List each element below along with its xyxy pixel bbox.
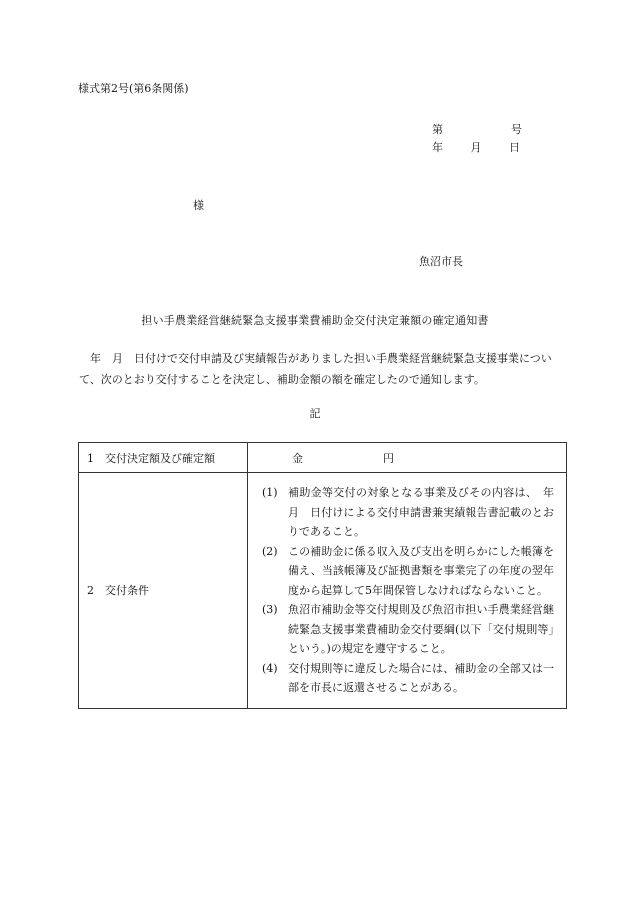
document-date: [432, 138, 520, 158]
body-paragraph: [79, 348, 559, 390]
sender-name: 魚沼市長: [419, 255, 463, 268]
condition-item: [262, 542, 554, 601]
conditions-cell: [248, 473, 567, 709]
condition-item: [262, 600, 554, 659]
condition-text: 補助金等交付の対象となる事業及びその内容は、 年 月 日付けによる交付申請書兼実績報告書記載のとおりであること。: [288, 486, 565, 538]
condition-number: (2): [262, 544, 278, 558]
amount-value: [248, 443, 567, 473]
amount-label: 1 交付決定額及び確定額: [79, 443, 248, 473]
date-month: 月: [470, 141, 482, 154]
condition-item: [262, 483, 565, 542]
amount-prefix: 金: [292, 451, 303, 465]
condition-text: 魚沼市補助金等交付規則及び魚沼市担い手農業経営継続緊急支援事業費補助金交付要綱(以下「交付規則等」という。)の規定を遵守すること。: [288, 603, 554, 655]
conditions-label: 2 交付条件: [79, 473, 248, 709]
form-number: 様式第2号(第6条関係): [78, 82, 189, 95]
number-prefix: 第: [432, 123, 443, 136]
condition-item: [262, 659, 554, 698]
condition-number: (1): [262, 486, 278, 499]
body-paragraph-text: 年 月 日付けで交付申請及び実績報告がありました担い手農業経営継続緊急支援事業について、次のとおり交付することを決定し、補助金額の額を確定したので通知します。: [79, 352, 552, 386]
amount-unit: 円: [383, 451, 394, 465]
number-suffix: 号: [511, 123, 522, 136]
addressee-honorific: 様: [193, 199, 204, 212]
condition-number: (3): [262, 603, 278, 616]
condition-text: 交付規則等に違反した場合には、補助金の全部又は一部を市長に返還させることがある。: [288, 661, 554, 694]
ki-heading: 記: [309, 407, 321, 420]
condition-text: この補助金に係る収入及び支出を明らかにした帳簿を備え、当該帳簿及び証拠書類を事業完了の年度の翌年度から起算して5年間保管しなければならないこと。: [288, 544, 554, 597]
table-row: [79, 473, 567, 709]
document-number: [432, 120, 522, 140]
details-table: [78, 442, 567, 709]
table-row: [79, 443, 567, 473]
date-day: 日: [509, 141, 520, 154]
condition-number: (4): [262, 661, 278, 675]
document-title: 担い手農業経営継続緊急支援事業費補助金交付決定兼額の確定通知書: [141, 314, 489, 327]
date-year: 年: [432, 141, 443, 154]
